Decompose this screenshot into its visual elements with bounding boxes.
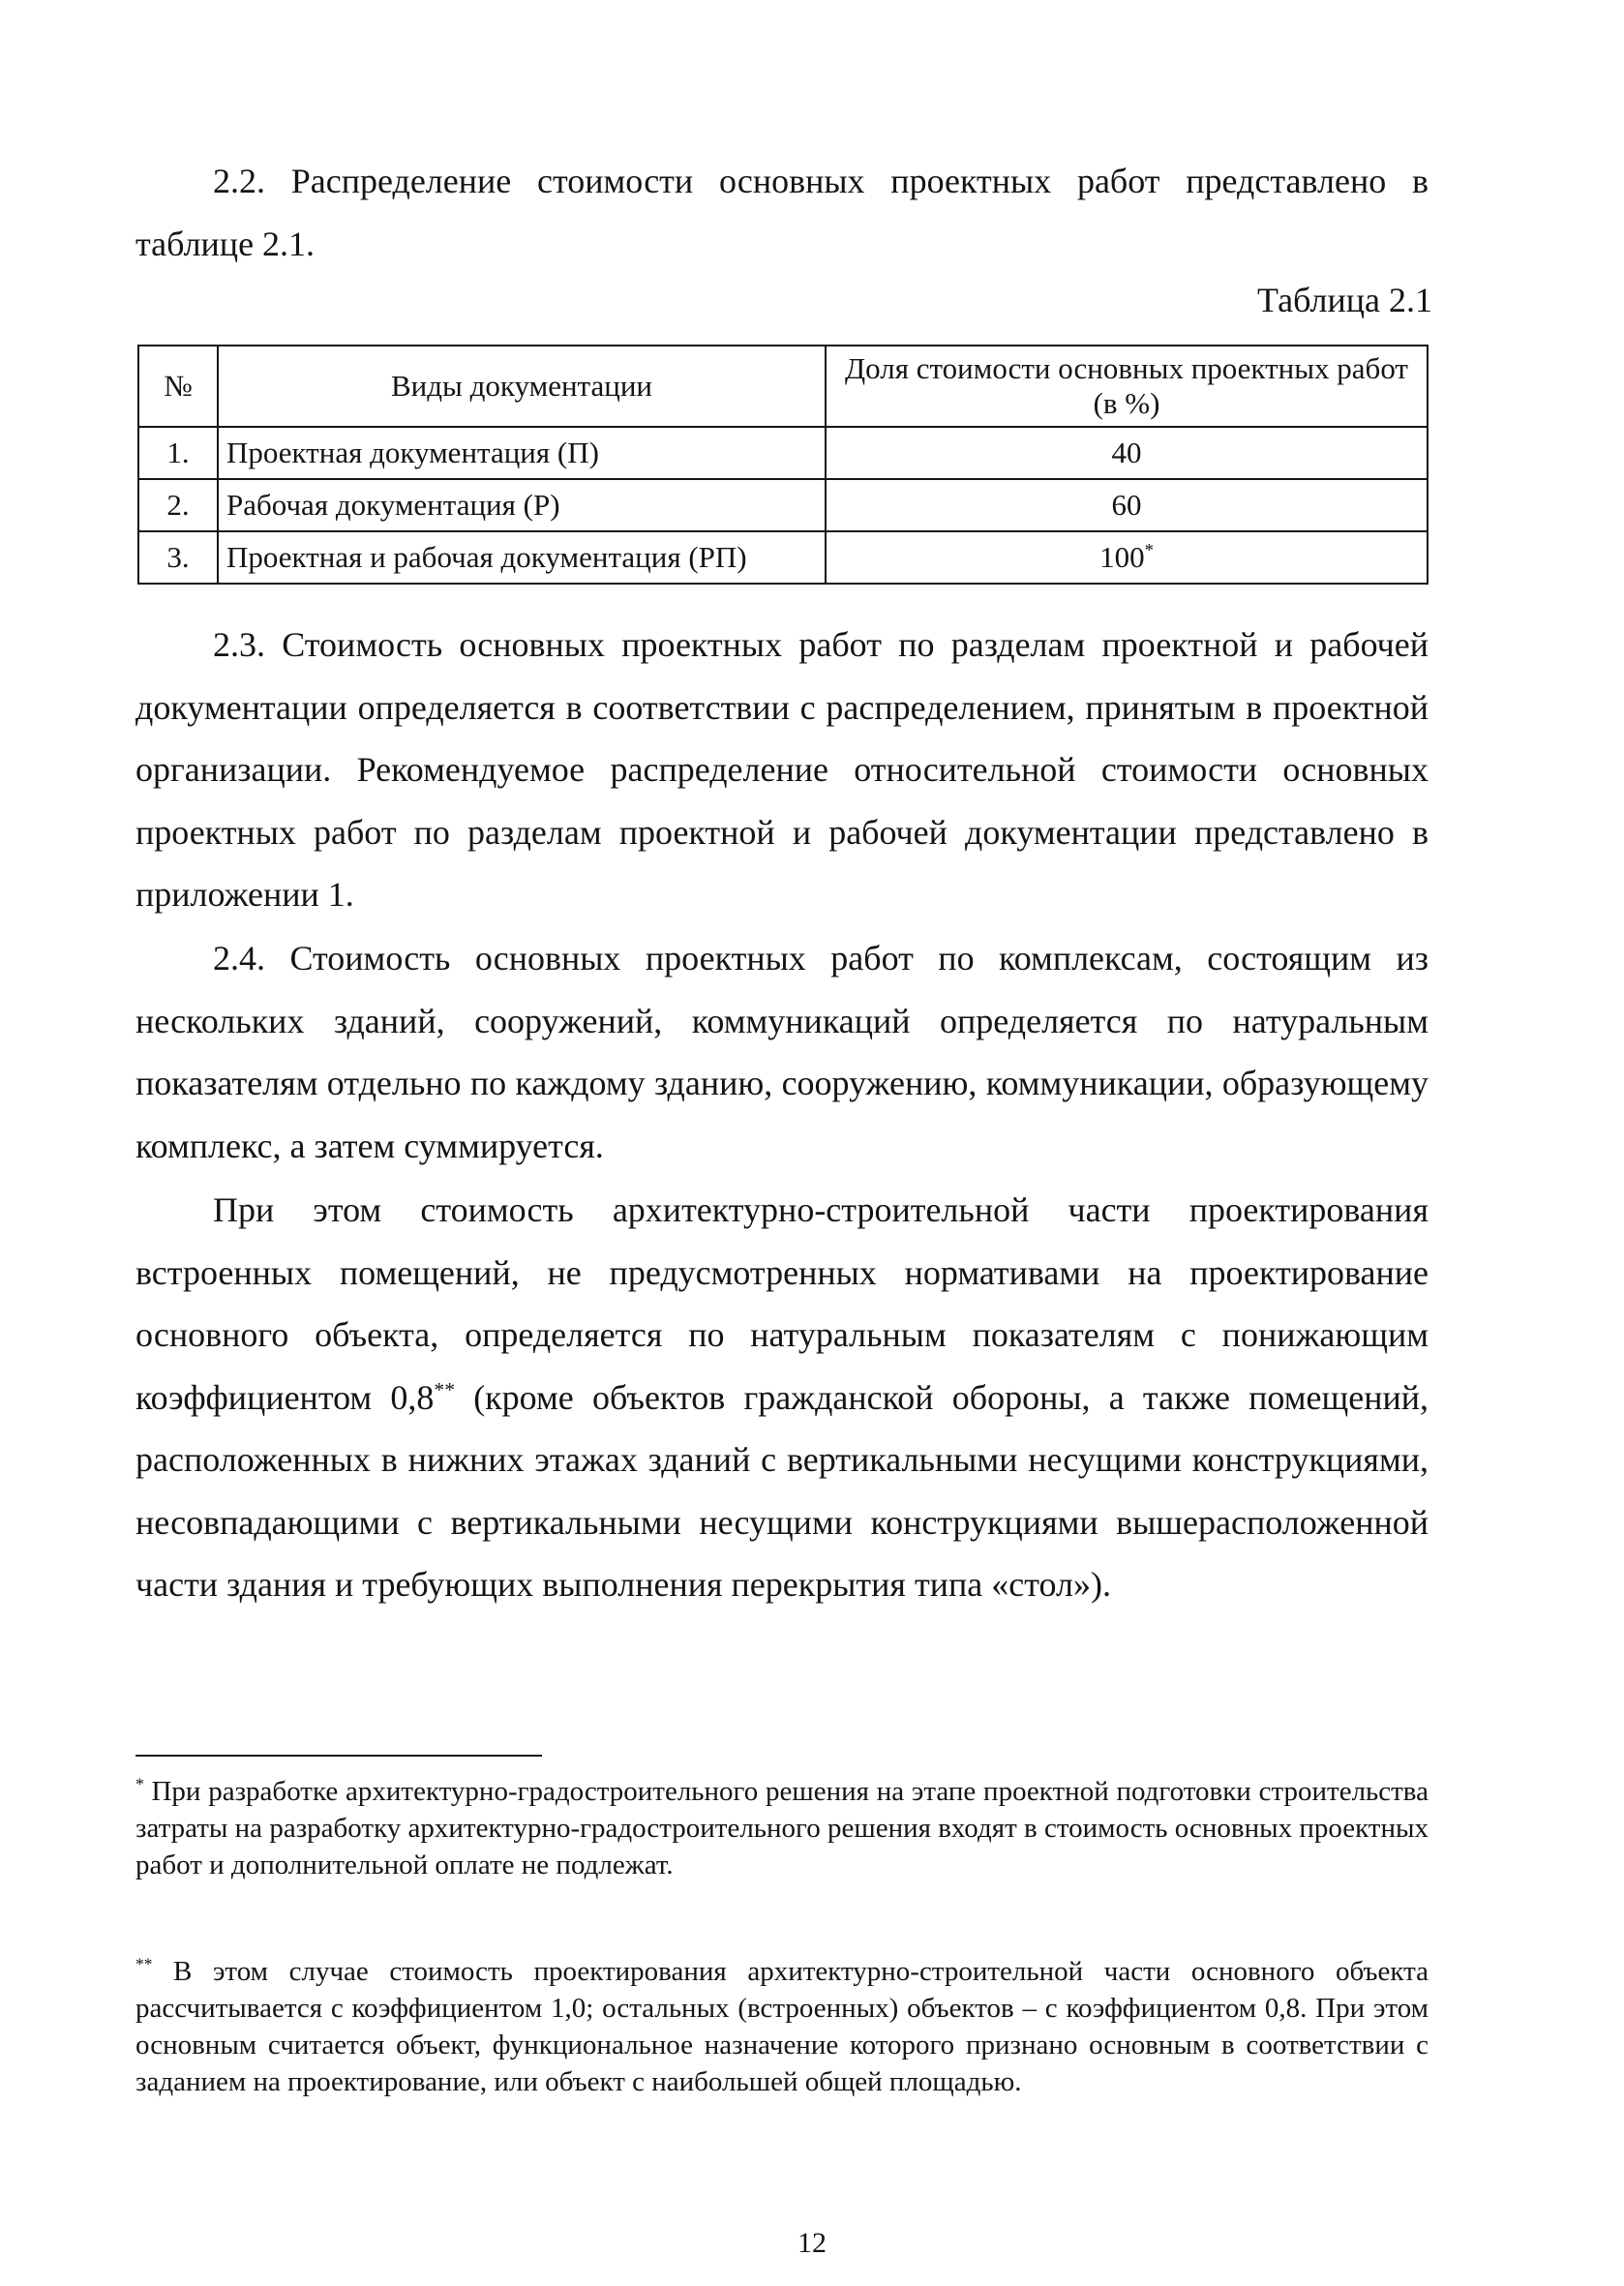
row-number: 3. bbox=[138, 531, 218, 584]
footnote-1 bbox=[135, 1773, 1429, 1883]
builtin-premises-paragraph bbox=[135, 1179, 1429, 1616]
table-header-row bbox=[138, 346, 1428, 427]
table-row bbox=[138, 531, 1428, 584]
row-documentation-type: Рабочая документация (Р) bbox=[218, 479, 826, 531]
header-cost-share: Доля стоимости основных проектных работ (в %) bbox=[826, 346, 1428, 427]
footnote-marker: * bbox=[1144, 540, 1154, 561]
header-number: № bbox=[138, 346, 218, 427]
row-share-value: 100 bbox=[1099, 540, 1145, 574]
footnote-text: В этом случае стоимость проектирования архитектурно-строительной части основного объекта рассчитывается с коэффициентом 1,0; остальных (встроенных) объектов – с коэффициентом 0,8. При этом основным считается объект, функциональное назначение которого признано основным в соответствии с заданием на проектирование, или объект с наибольшей общей площадью. bbox=[135, 1956, 1429, 2097]
table-row bbox=[138, 427, 1428, 479]
header-documentation-type: Виды документации bbox=[218, 346, 826, 427]
page-number: 12 bbox=[797, 2227, 827, 2259]
row-share-value: 40 bbox=[1111, 436, 1142, 469]
builtin-text-after: (кроме объектов гражданской обороны, а также помещений, расположенных в нижних этажах зданий с вертикальными несущими конструкциями, несовпадающими с вертикальными несущими конструкциями вышерасположенной части здания и требующих выполнения перекрытия типа «стол»). bbox=[135, 1377, 1429, 1604]
row-number: 1. bbox=[138, 427, 218, 479]
footnote-marker: * bbox=[135, 1774, 144, 1794]
row-cost-share bbox=[826, 479, 1428, 531]
table-caption: Таблица 2.1 bbox=[1257, 281, 1432, 319]
row-share-value: 60 bbox=[1111, 488, 1142, 522]
section-2-3-paragraph: 2.3. Стоимость основных проектных работ по разделам проектной и рабочей документации определяется в соответствии с распределением, принятым в проектной организации. Рекомендуемое распределение относительной стоимости основных проектных работ по разделам проектной и рабочей документации представлено в приложении 1. bbox=[135, 625, 1429, 914]
footnote-marker: ** bbox=[434, 1377, 455, 1401]
cost-distribution-table bbox=[137, 345, 1429, 585]
row-cost-share bbox=[826, 427, 1428, 479]
row-number: 2. bbox=[138, 479, 218, 531]
builtin-text-before: При этом стоимость архитектурно-строительной части проектирования встроенных помещений, не предусмотренных нормативами на проектирование основного объекта, определяется по натуральным показателям с понижающим коэффициентом 0,8 bbox=[135, 1190, 1429, 1417]
section-2-4-paragraph: 2.4. Стоимость основных проектных работ по комплексам, состоящим из нескольких зданий, сооружений, коммуникаций определяется по натуральным показателям отдельно по каждому зданию, сооружению, коммуникации, образующему комплекс, а затем суммируется. bbox=[135, 939, 1429, 1165]
table-row bbox=[138, 479, 1428, 531]
section-2-2-paragraph: 2.2. Распределение стоимости основных проектных работ представлено в таблице 2.1. bbox=[135, 162, 1429, 263]
footnote-marker: ** bbox=[135, 1954, 153, 1974]
footnote-text: При разработке архитектурно-градостроительного решения на этапе проектной подготовки строительства затраты на разработку архитектурно-градостроительного решения входят в стоимость основных проектных работ и дополнительной оплате не подлежат. bbox=[135, 1776, 1429, 1880]
footnote-separator bbox=[135, 1755, 542, 1757]
footnote-2 bbox=[135, 1953, 1429, 2100]
row-documentation-type: Проектная и рабочая документация (РП) bbox=[218, 531, 826, 584]
row-cost-share bbox=[826, 531, 1428, 584]
row-documentation-type: Проектная документация (П) bbox=[218, 427, 826, 479]
